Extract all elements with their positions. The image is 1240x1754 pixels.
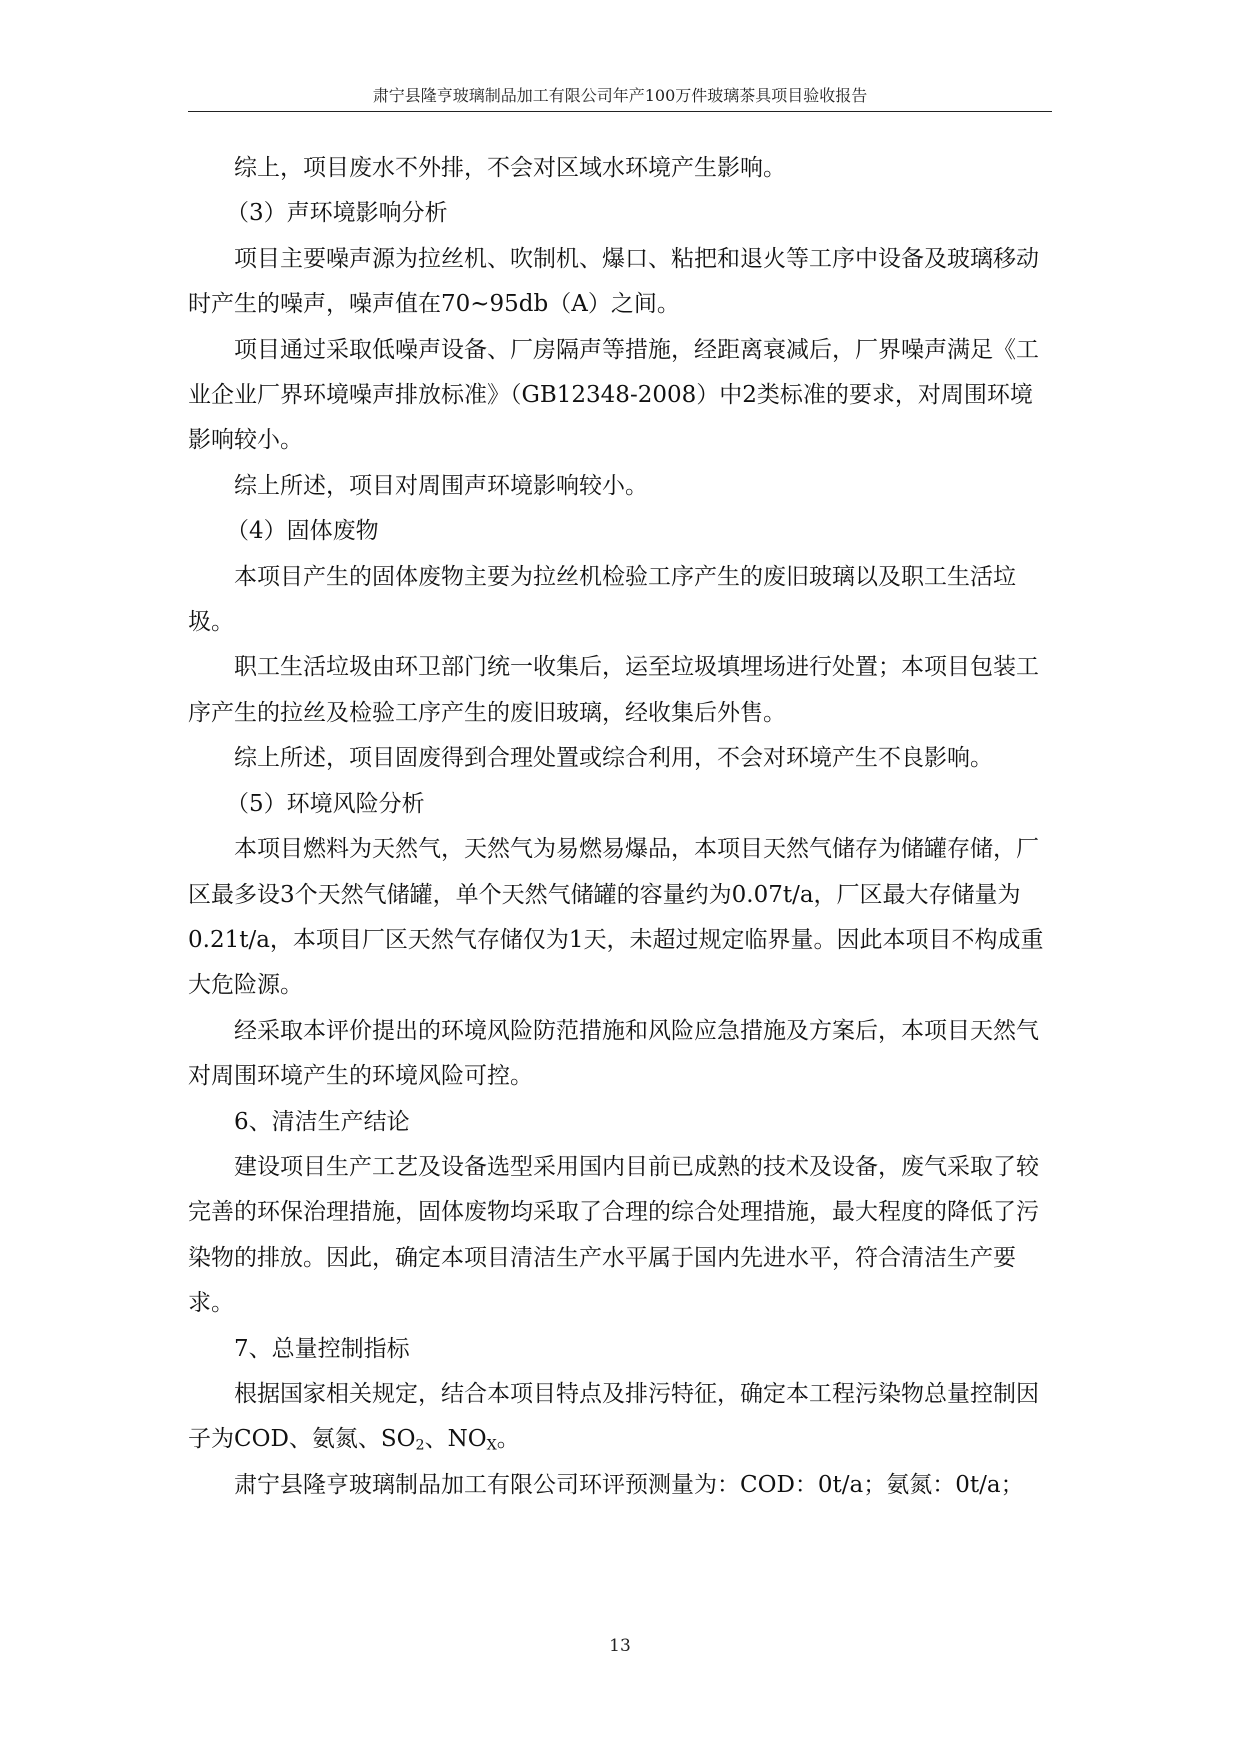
section-heading: 7、总量控制指标 <box>234 1335 410 1362</box>
section-heading: （4）固体废物 <box>226 518 379 545</box>
text-run: 、NO <box>424 1426 487 1453</box>
paragraph <box>188 1372 1052 1463</box>
page-number: 13 <box>609 1636 631 1656</box>
section-heading: 6、清洁生产结论 <box>234 1108 410 1135</box>
paragraph: 综上，项目废水不外排，不会对区域水环境产生影响。 <box>234 155 786 181</box>
section-heading: （3）声环境影响分析 <box>226 200 448 227</box>
paragraph: 本项目产生的固体废物主要为拉丝机检验工序产生的废旧玻璃以及职工生活垃圾。 <box>188 563 1016 636</box>
header-rule <box>188 111 1052 112</box>
text-run: 根据国家相关规定，结合本项目特点及排污特征，确定本工程污染物总量控制因子为COD、氨氮、SO <box>188 1380 1039 1453</box>
paragraph: 经采取本评价提出的环境风险防范措施和风险应急措施及方案后，本项目天然气对周围环境产生的环境风险可控。 <box>188 1017 1039 1090</box>
paragraph: 本项目燃料为天然气，天然气为易燃易爆品，本项目天然气储存为储罐存储，厂区最多设3个天然气储罐，单个天然气储罐的容量约为0.07t/a，厂区最大存储量为0.21t/a，本项目厂区天然气存储仅为1天，未超过规定临界量。因此本项目不构成重大危险源。 <box>188 836 1044 999</box>
paragraph: 职工生活垃圾由环卫部门统一收集后，运至垃圾填埋场进行处置；本项目包装工序产生的拉丝及检验工序产生的废旧玻璃，经收集后外售。 <box>188 654 1039 726</box>
running-header: 肃宁县隆亨玻璃制品加工有限公司年产100万件玻璃茶具项目验收报告 <box>372 86 868 105</box>
section-heading: （5）环境风险分析 <box>226 790 425 817</box>
subscript: 2 <box>415 1437 425 1454</box>
subscript: X <box>486 1437 497 1454</box>
paragraph: 项目主要噪声源为拉丝机、吹制机、爆口、粘把和退火等工序中设备及玻璃移动时产生的噪声，噪声值在70~95db（A）之间。 <box>188 245 1039 318</box>
paragraph: 综上所述，项目对周围声环境影响较小。 <box>234 472 648 499</box>
paragraph: 肃宁县隆亨玻璃制品加工有限公司环评预测量为：COD：0t/a；氨氮：0t/a； <box>234 1471 1024 1498</box>
text-run: 。 <box>496 1426 520 1453</box>
paragraph: 项目通过采取低噪声设备、厂房隔声等措施，经距离衰减后，厂界噪声满足《工业企业厂界环境噪声排放标准》（GB12348-2008）中2类标准的要求，对周围环境影响较小。 <box>188 336 1039 454</box>
document-body <box>188 146 1052 1508</box>
paragraph: 综上所述，项目固废得到合理处置或综合利用，不会对环境产生不良影响。 <box>234 745 993 772</box>
paragraph: 建设项目生产工艺及设备选型采用国内目前已成熟的技术及设备，废气采取了较完善的环保治理措施，固体废物均采取了合理的综合处理措施，最大程度的降低了污染物的排放。因此，确定本项目清洁生产水平属于国内先进水平，符合清洁生产要求。 <box>188 1153 1039 1317</box>
